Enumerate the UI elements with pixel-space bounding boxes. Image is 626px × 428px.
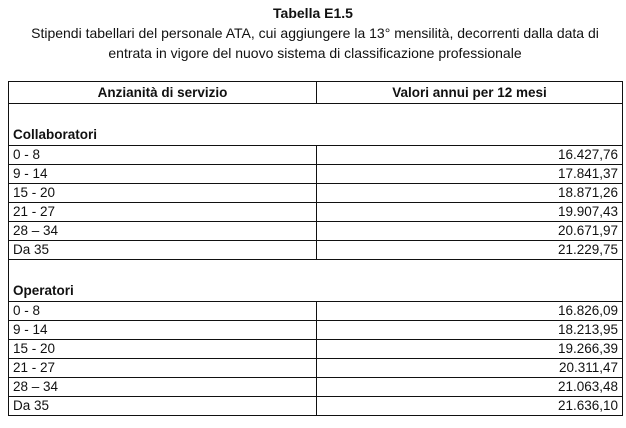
value-cell: 19.266,39 <box>317 340 623 359</box>
table-row <box>9 359 623 378</box>
seniority-cell: 15 - 20 <box>9 340 317 359</box>
table-subtitle: Stipendi tabellari del personale ATA, cui aggiungere la 13° mensilità, decorrenti dalla data di entrata in vigore del nuovo sistema di classificazione professionale <box>31 25 599 61</box>
seniority-cell: 9 - 14 <box>9 321 317 340</box>
section-header-operatori <box>9 260 623 302</box>
table-row <box>9 378 623 397</box>
value-cell: 18.213,95 <box>317 321 623 340</box>
seniority-cell: 21 - 27 <box>9 359 317 378</box>
salary-table <box>8 81 623 416</box>
value-cell: 21.636,10 <box>317 397 623 416</box>
seniority-cell: 9 - 14 <box>9 165 317 184</box>
table-row <box>9 302 623 321</box>
value-cell: 21.229,75 <box>317 241 623 260</box>
seniority-cell: 28 – 34 <box>9 378 317 397</box>
column-header-seniority: Anzianità di servizio <box>9 82 317 104</box>
table-header-row <box>9 82 623 104</box>
section-label: Operatori <box>9 260 623 302</box>
value-cell: 21.063,48 <box>317 378 623 397</box>
value-cell: 20.311,47 <box>317 359 623 378</box>
table-row <box>9 340 623 359</box>
seniority-cell: Da 35 <box>9 397 317 416</box>
value-cell: 16.427,76 <box>317 146 623 165</box>
column-header-annual-values: Valori annui per 12 mesi <box>317 82 623 104</box>
table-row <box>9 203 623 222</box>
table-row <box>9 184 623 203</box>
table-row <box>9 222 623 241</box>
table-row <box>9 241 623 260</box>
table-row <box>9 146 623 165</box>
seniority-cell: 15 - 20 <box>9 184 317 203</box>
seniority-cell: 0 - 8 <box>9 302 317 321</box>
seniority-cell: 0 - 8 <box>9 146 317 165</box>
value-cell: 17.841,37 <box>317 165 623 184</box>
section-label: Collaboratori <box>9 104 623 146</box>
section-header-collaboratori <box>9 104 623 146</box>
table-row <box>9 397 623 416</box>
table-row <box>9 165 623 184</box>
table-row <box>9 321 623 340</box>
value-cell: 16.826,09 <box>317 302 623 321</box>
seniority-cell: Da 35 <box>9 241 317 260</box>
value-cell: 19.907,43 <box>317 203 623 222</box>
value-cell: 20.671,97 <box>317 222 623 241</box>
value-cell: 18.871,26 <box>317 184 623 203</box>
table-title: Tabella E1.5 <box>273 5 353 21</box>
seniority-cell: 28 – 34 <box>9 222 317 241</box>
seniority-cell: 21 - 27 <box>9 203 317 222</box>
